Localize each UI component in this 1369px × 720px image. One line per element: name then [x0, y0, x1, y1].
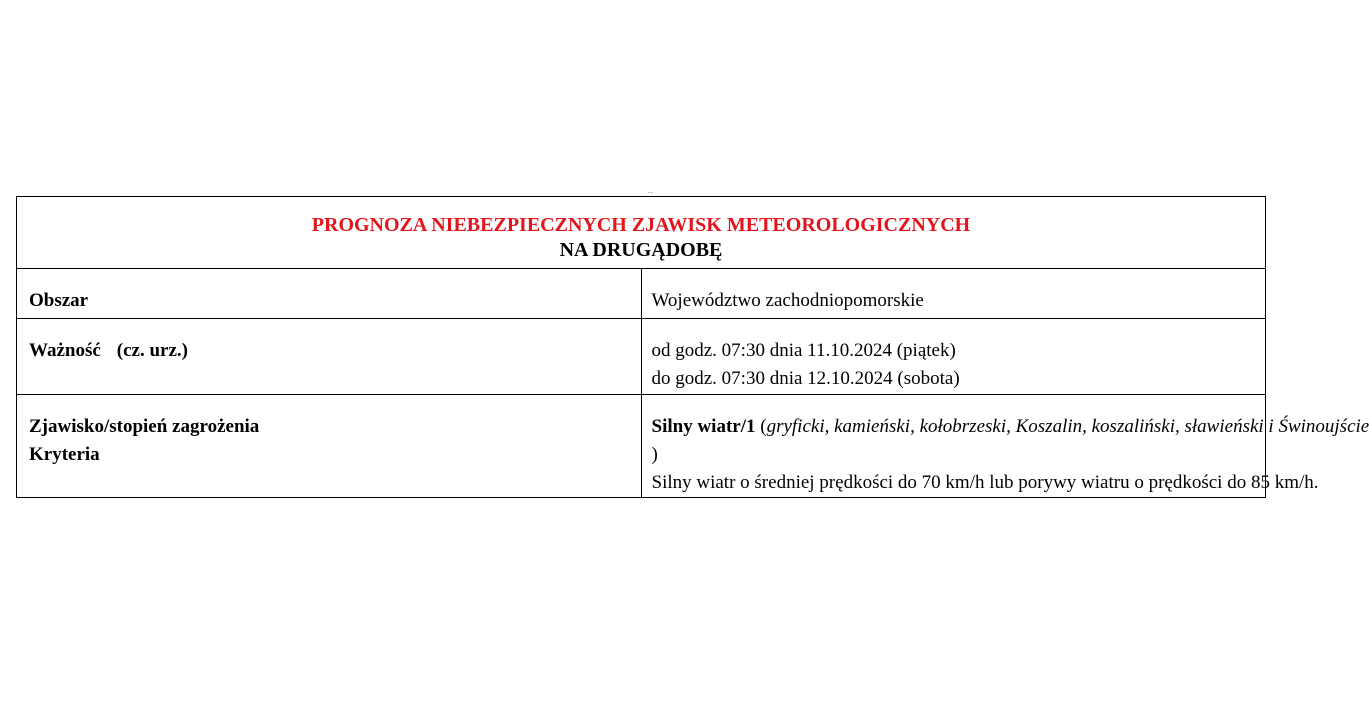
table-header [17, 197, 1266, 269]
district-list: gryficki, kamieński, kołobrzeski, Koszalin, koszaliński, sławieński i Świnoujście [766, 416, 1369, 437]
table-header-row [17, 197, 1266, 269]
table-row-area [17, 269, 1266, 319]
criteria-text: Silny wiatr o średniej prędkości do 70 km/h lub porywy wiatru o prędkości do 85 km/h. [651, 472, 1319, 493]
table-row-phenomenon [17, 395, 1266, 498]
area-label: Obszar [17, 269, 642, 319]
scan-mark: .. [648, 186, 654, 195]
validity-to: do godz. 07:30 dnia 12.10.2024 (sobota) [651, 368, 960, 389]
document-subtitle: NA DRUGĄDOBĘ [559, 239, 723, 261]
validity-value [641, 319, 1266, 395]
validity-label-note: (cz. urz.) [116, 340, 188, 361]
phenomenon-value [641, 395, 1369, 498]
forecast-table [16, 196, 1369, 498]
validity-label [17, 319, 642, 395]
validity-from: od godz. 07:30 dnia 11.10.2024 (piątek) [651, 340, 956, 361]
close-paren: ) [651, 444, 658, 465]
phenomenon-label [17, 395, 642, 498]
document-title: PROGNOZA NIEBEZPIECZNYCH ZJAWISK METEOROLOGICZNYCH [311, 214, 971, 236]
validity-label-main: Ważność [29, 340, 101, 361]
phenomenon-name: Silny wiatr/1 [651, 416, 756, 437]
phenomenon-line [651, 413, 1369, 441]
open-paren: ( [760, 416, 767, 437]
area-value: Województwo zachodniopomorskie [641, 269, 1266, 319]
table-row-validity [17, 319, 1266, 395]
phenomenon-label-line1: Zjawisko/stopień zagrożenia [29, 416, 260, 437]
phenomenon-label-line2: Kryteria [29, 444, 100, 465]
